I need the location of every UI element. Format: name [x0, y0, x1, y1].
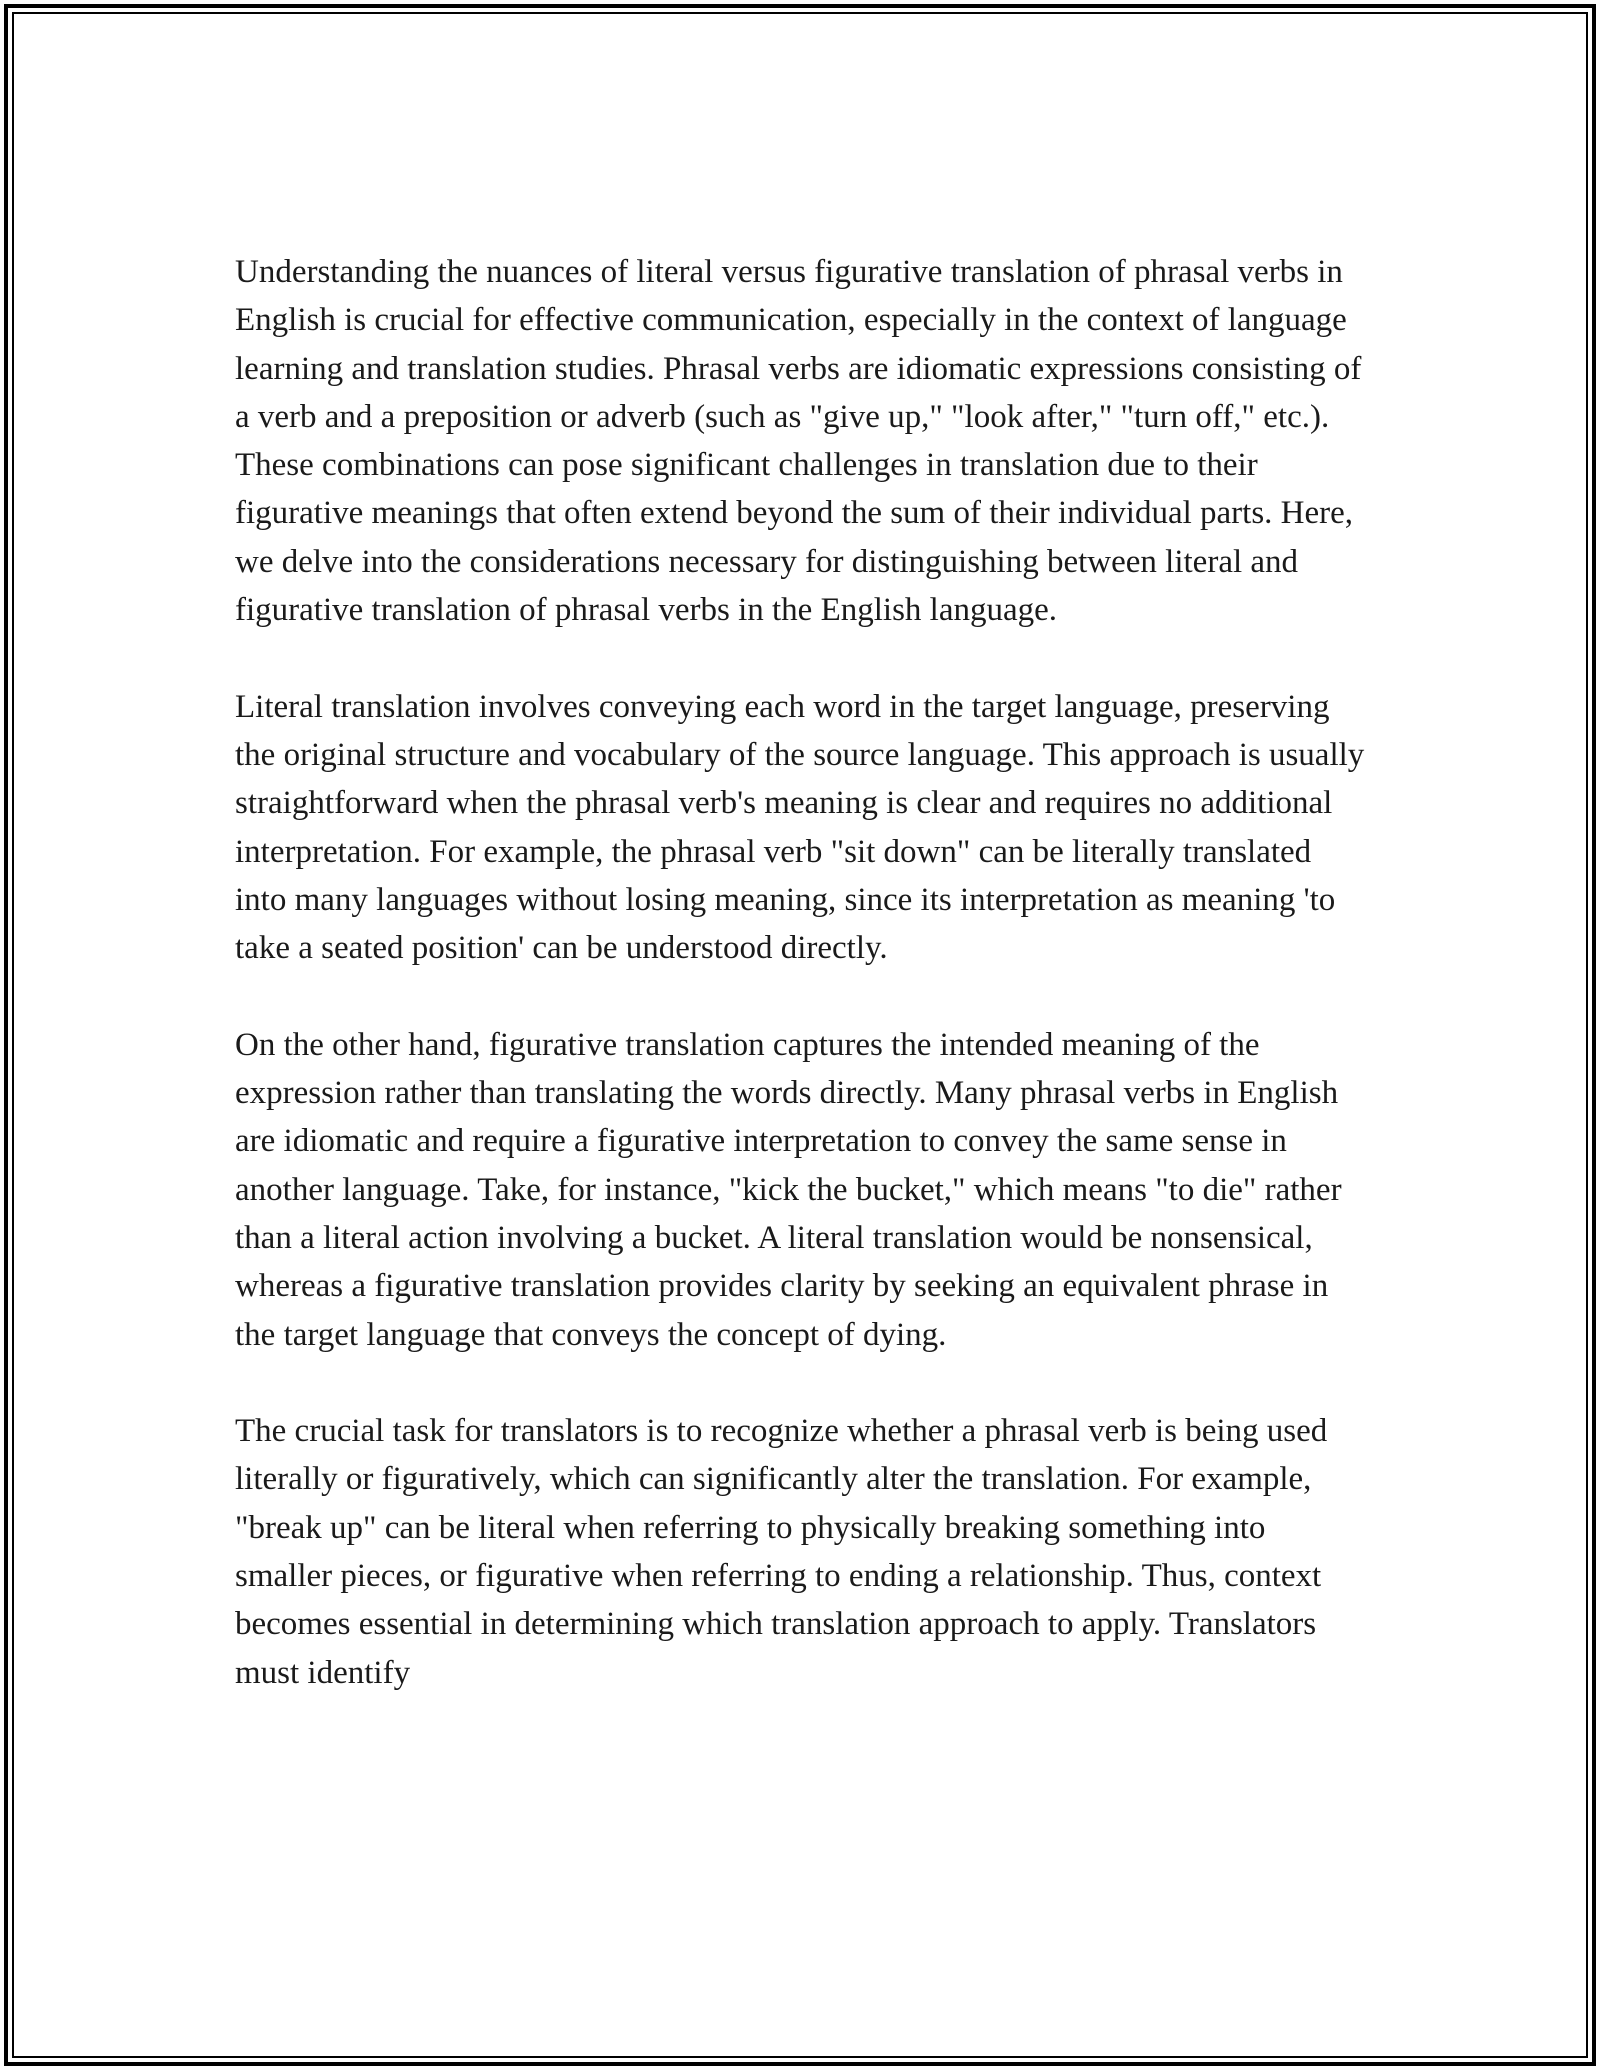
document-body	[235, 248, 1365, 1745]
paragraph-context: The crucial task for translators is to recognize whether a phrasal verb is being used literally or figuratively, which can significantly alter the translation. For example, "break up" can be literal when referring to physically breaking something into smaller pieces, or figurative when referring to ending a relationship. Thus, context becomes essential in determining which translation approach to apply. Translators must identify	[235, 1413, 1328, 1691]
paragraph-literal-translation: Literal translation involves conveying each word in the target language, preserving the original structure and vocabulary of the source language. This approach is usually straightforward when the phrasal verb's meaning is clear and requires no additional interpretation. For example, the phrasal verb "sit down" can be literally translated into many languages without losing meaning, since its interpretation as meaning 'to take a seated position' can be understood directly.	[235, 688, 1365, 967]
paragraph-intro: Understanding the nuances of literal versus figurative translation of phrasal verbs in English is crucial for effective communication, especially in the context of language learning and translation studies. Phrasal verbs are idiomatic expressions consisting of a verb and a preposition or adverb (such as "give up," "look after," "turn off," etc.). These combinations can pose significant challenges in translation due to their figurative meanings that often extend beyond the sum of their individual parts. Here, we delve into the considerations necessary for distinguishing between literal and figurative translation of phrasal verbs in the English language.	[235, 254, 1362, 629]
paragraph-figurative-translation: On the other hand, figurative translation captures the intended meaning of the expression rather than translating the words directly. Many phrasal verbs in English are idiomatic and require a figurative interpretation to convey the same sense in another language. Take, for instance, "kick the bucket," which means "to die" rather than a literal action involving a bucket. A literal translation would be nonsensical, whereas a figurative translation provides clarity by seeking an equivalent phrase in the target language that conveys the concept of dying.	[235, 1026, 1342, 1353]
